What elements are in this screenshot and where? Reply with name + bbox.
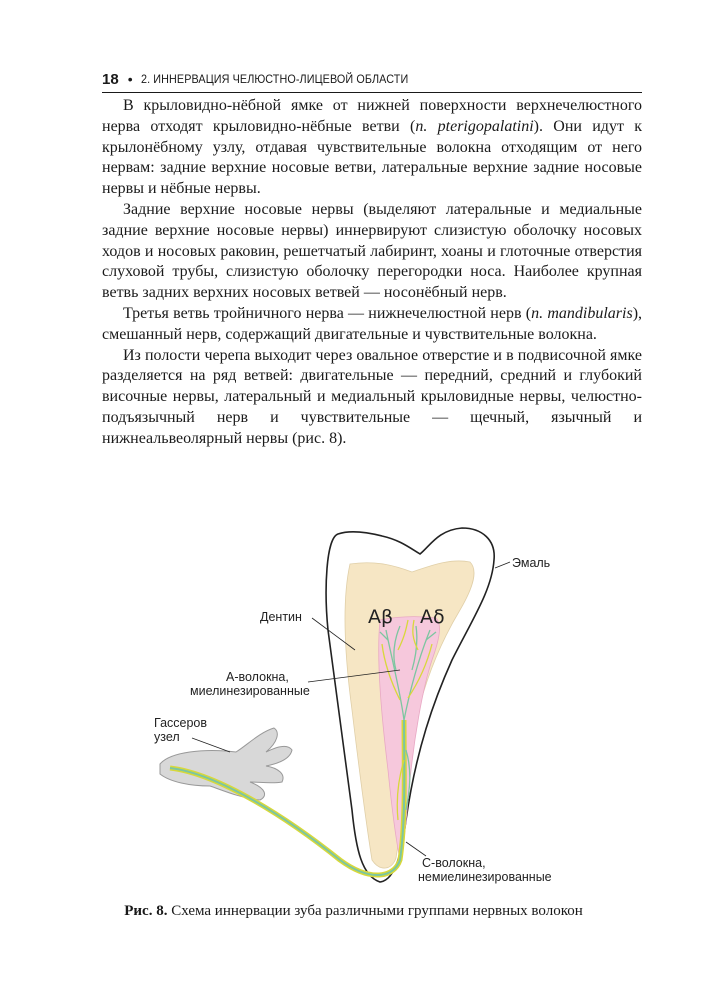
- running-title: 2. ИННЕРВАЦИЯ ЧЕЛЮСТНО-ЛИЦЕВОЙ ОБЛАСТИ: [140, 72, 408, 86]
- gasser-label-line1: Гассеров: [154, 716, 208, 730]
- gasser-ganglion: [160, 728, 292, 800]
- running-header: [102, 68, 642, 90]
- paragraph-3-text-a: Третья ветвь тройничного нерва — нижнечелюстной нерв (: [123, 304, 532, 322]
- header-bullet: •: [127, 71, 133, 87]
- body-text: [102, 96, 642, 450]
- tooth-diagram: [100, 520, 640, 892]
- page-number: 18: [102, 70, 119, 88]
- paragraph-1-text-b: ). Они идут к крылонёбному узлу, отдавая чувствительные волокна отходящим от него нервам: задние верхние носовые ветви, латеральные верхние задние носовые нервы и нёбные нервы.: [102, 117, 643, 198]
- paragraph-2: [102, 200, 642, 304]
- paragraph-1-text-a: В крыловидно-нёбной ямке от нижней поверхности верхнечелюстного нерва отходят крыловидно-нёбные ветви (: [102, 97, 642, 135]
- paragraph-1: [102, 96, 642, 200]
- caption-label: Рис. 8.: [124, 903, 168, 919]
- paragraph-1-latin-term: n. pterigopalatini: [415, 117, 534, 135]
- dentin-label: Дентин: [260, 610, 302, 624]
- header-rule: [102, 92, 642, 93]
- a-fibers-label-line2: миелинезированные: [190, 684, 310, 698]
- paragraph-3-text-b: ), смешанный нерв, содержащий двигательные и чувствительные волокна.: [102, 304, 643, 343]
- paragraph-4-text: Из полости черепа выходит через овальное отверстие и в подвисочной ямке разделяется на ряд ветвей: двигательные — передний, средний и глубокий височные нервы, латеральный и медиальный крыловидные нервы, челюстно-подъязычный нерв и чувствительные — щечный, язычный и нижнеальвеолярный нервы (рис. 8).: [102, 346, 642, 447]
- tooth-innervation-figure: [100, 520, 640, 892]
- c-fibers-label-line2: немиелинезированные: [418, 870, 552, 884]
- enamel-label: Эмаль: [512, 556, 551, 570]
- a-beta-label: Aβ: [368, 606, 394, 628]
- gasser-label-line2: узел: [154, 730, 180, 744]
- paragraph-3: [102, 304, 642, 346]
- figure-caption: [80, 902, 627, 920]
- paragraph-3-latin-term: n. mandibularis: [531, 304, 633, 322]
- paragraph-4: [102, 346, 642, 450]
- a-fibers-label-line1: А-волокна,: [226, 670, 289, 684]
- paragraph-2-text: Задние верхние носовые нервы (выделяют латеральные и медиальные задние верхние носовые нервы) иннервируют слизистую оболочку носовых ходов и носовых раковин, решетчатый лабиринт, хоаны и глоточные отверстия слуховой трубы, слизистую оболочку перегородки носа. Наиболее крупная ветвь задних верхних носовых ветвей — носонёбный нерв.: [102, 200, 642, 302]
- caption-text: Схема иннервации зуба различными группами нервных волокон: [167, 903, 583, 919]
- a-delta-label: Aδ: [420, 606, 445, 628]
- c-fibers-label-line1: С-волокна,: [422, 856, 486, 870]
